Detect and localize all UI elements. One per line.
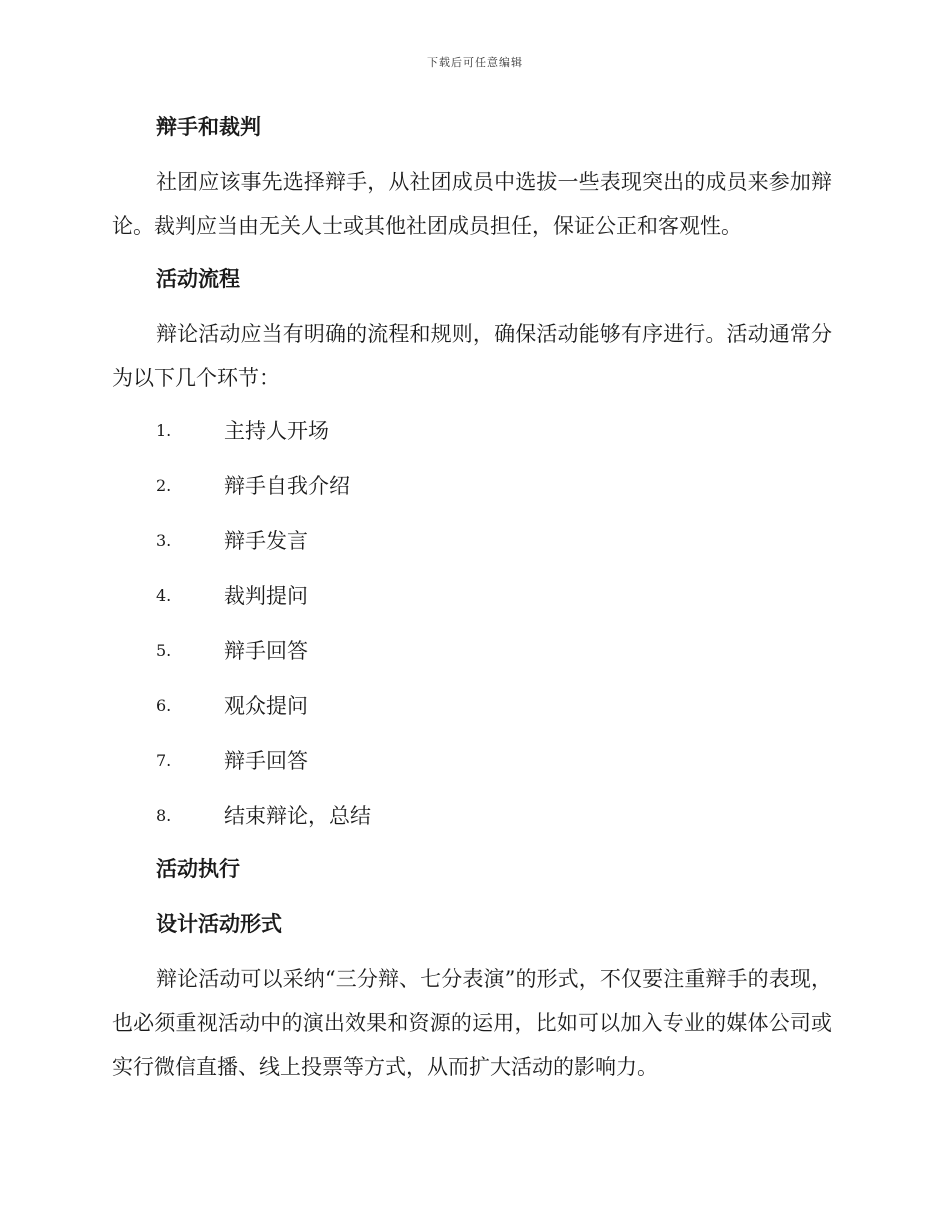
list-item-number: 5. bbox=[156, 640, 172, 660]
list-item-text: 观众提问 bbox=[224, 693, 308, 718]
list-item-text: 辩手自我介绍 bbox=[224, 473, 350, 498]
list-item-number: 1. bbox=[156, 420, 172, 440]
list-item-number: 2. bbox=[156, 475, 172, 495]
list-item bbox=[156, 800, 371, 830]
heading-debaters-judges: 辩手和裁判 bbox=[156, 115, 261, 139]
paragraph-process: 辩论活动应当有明确的流程和规则，确保活动能够有序进行。活动通常分为以下几个环节： bbox=[112, 322, 832, 390]
list-item-text: 主持人开场 bbox=[224, 418, 329, 443]
list-item-number: 8. bbox=[156, 805, 172, 825]
paragraph-debaters-judges: 社团应该事先选择辩手，从社团成员中选拔一些表现突出的成员来参加辩论。裁判应当由无关人士或其他社团成员担任，保证公正和客观性。 bbox=[112, 170, 832, 238]
list-item-text: 辩手回答 bbox=[224, 638, 308, 663]
list-item-number: 3. bbox=[156, 530, 172, 550]
list-item bbox=[156, 635, 308, 665]
list-item-text: 裁判提问 bbox=[224, 583, 308, 608]
list-item-text: 结束辩论，总结 bbox=[224, 803, 371, 828]
list-item bbox=[156, 525, 308, 555]
list-item-number: 4. bbox=[156, 585, 172, 605]
list-item bbox=[156, 415, 329, 445]
list-item bbox=[156, 745, 308, 775]
heading-design: 设计活动形式 bbox=[156, 912, 282, 936]
list-item bbox=[156, 580, 308, 610]
heading-execution: 活动执行 bbox=[156, 857, 240, 881]
heading-process: 活动流程 bbox=[156, 267, 240, 291]
list-item bbox=[156, 690, 308, 720]
list-item-text: 辩手发言 bbox=[224, 528, 308, 553]
list-item-number: 7. bbox=[156, 750, 172, 770]
paragraph-design: 辩论活动可以采纳“三分辩、七分表演”的形式，不仅要注重辩手的表现，也必须重视活动中的演出效果和资源的运用，比如可以加入专业的媒体公司或实行微信直播、线上投票等方式，从而扩大活动的影响力。 bbox=[112, 967, 832, 1079]
list-item-text: 辩手回答 bbox=[224, 748, 308, 773]
list-item bbox=[156, 470, 350, 500]
list-item-number: 6. bbox=[156, 695, 172, 715]
page-header: 下载后可任意编辑 bbox=[427, 56, 523, 69]
